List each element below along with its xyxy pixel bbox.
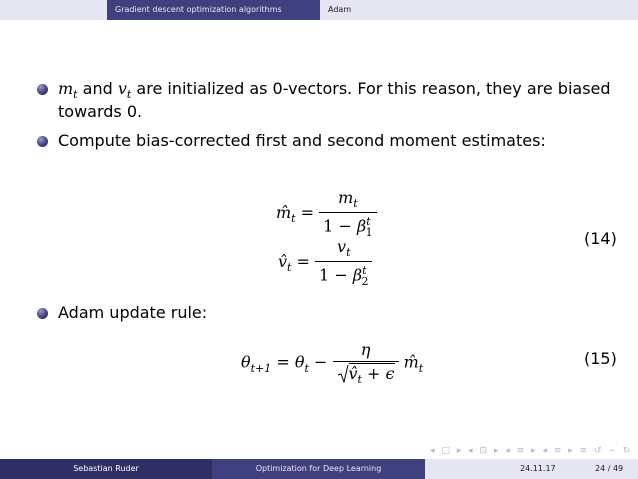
equation-adam-update: $\theta_{t+1} = \theta_t$ − $\frac{\eta}{v̂_t + \epsilon}$ $m̂_t$ (241, 340, 424, 387)
footer-author: Sebastian Ruder (0, 459, 212, 479)
footer-info (425, 459, 638, 479)
bullet-2-text: Compute bias-corrected first and second moment estimates: (58, 131, 546, 150)
footer-bar (0, 459, 638, 479)
sqrt-icon (337, 365, 349, 383)
equation-number-15: (15) (584, 349, 617, 368)
footer-title: Optimization for Deep Learning (212, 459, 425, 479)
bullet-icon (37, 308, 48, 319)
subscript-t: t (126, 88, 132, 102)
text-and: and (77, 79, 118, 98)
variable-v: v (117, 79, 127, 98)
equation-number-14: (14) (584, 229, 617, 248)
text-rest: are initialized as 0-vectors. For this reason, they are biased (131, 79, 611, 98)
bullet-3-text: Adam update rule: (58, 303, 208, 322)
equation-m-hat: $m̂_t$ = $\frac{m_t}{1 - \beta^t_1}$ (276, 188, 377, 239)
subsection-link[interactable]: Adam (320, 0, 359, 20)
bullet-icon (37, 136, 48, 147)
footer-date: 24.11.17 (520, 464, 556, 473)
section-link[interactable]: Gradient descent optimization algorithms (107, 0, 320, 20)
bullet-1-line2: towards 0. (58, 102, 143, 121)
bullet-icon (37, 84, 48, 95)
subscript-t: t (73, 88, 78, 102)
bullet-1-text (58, 78, 628, 106)
variable-m: m (58, 79, 74, 98)
beamer-navigation-icons[interactable]: ◂ □ ▸ ◂ ⊡ ▸ ◂ ≡ ▸ ◂ ≡ ▸ ≡ ↺ ∽ ↻ (430, 446, 633, 456)
page-number: 24 / 49 (595, 464, 624, 473)
equation-v-hat: $v̂_t$ = $\frac{v_t}{1 - \beta^t_2}$ (278, 237, 372, 288)
